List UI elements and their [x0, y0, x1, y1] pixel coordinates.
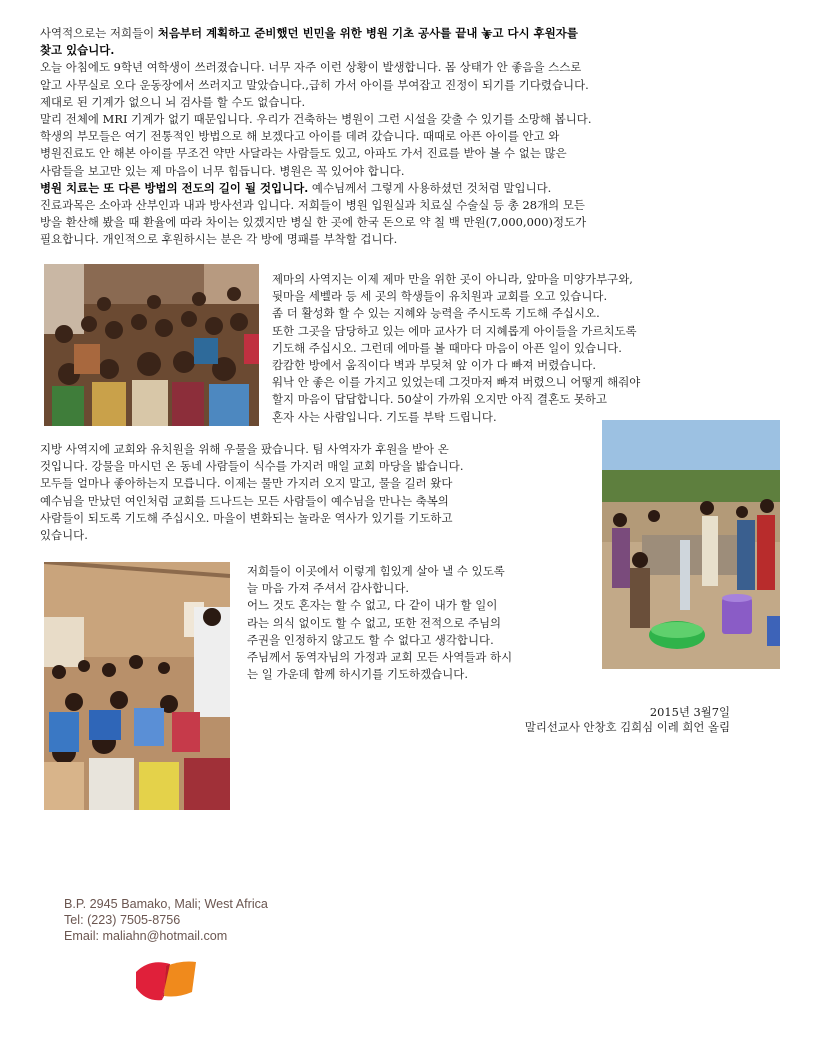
p5-line: 어느 것도 혼자는 할 수 없고, 다 같이 내가 할 일이 — [247, 598, 498, 613]
p4-line: 것입니다. 강물을 마시던 온 동네 사람들이 식수를 가지러 매일 교회 마당을 밟습니다. — [40, 459, 464, 474]
p2-line: 방을 환산해 봤을 때 환율에 따라 차이는 있겠지만 병실 한 곳에 한국 돈으로 약 칠 백 만원(7,000,000)정도가 — [40, 215, 587, 230]
p1-line: 알고 사무실로 오다 운동장에서 쓰러지고 말았습니다.,급히 가서 아이를 부여잡고 진정이 되기를 기다렸습니다. — [40, 77, 589, 92]
classroom-photo — [44, 562, 230, 810]
intro-bold-1: 처음부터 계획하고 준비했던 빈민을 위한 병원 기초 공사를 끝내 놓고 다시 후원자를 — [157, 26, 578, 40]
p5-line: 주님께서 동역자님의 가정과 교회 모든 사역들과 하시 — [247, 650, 513, 665]
p3-line: 워낙 안 좋은 이를 가지고 있었는데 그것마저 빠져 버렸으니 어떻게 해줘야 — [272, 375, 641, 390]
p2-bold: 병원 치료는 또 다른 방법의 전도의 길이 될 것입니다. — [40, 180, 309, 195]
p3-line: 좀 더 활성화 할 수 있는 지혜와 능력을 주시도록 기도해 주십시오. — [272, 306, 600, 321]
p3-line: 할지 마음이 답답합니다. 50살이 가까워 오지만 아직 결혼도 못하고 — [272, 392, 608, 407]
p5-line: 는 일 가운데 함께 하시기를 기도하겠습니다. — [247, 667, 468, 682]
p5-line: 저희들이 이곳에서 이렇게 힘있게 살아 낼 수 있도록 — [247, 564, 505, 578]
p1-line: 말리 전체에 MRI 기계가 없기 때문입니다. 우리가 건축하는 병원이 그런 시설을 갖출 수 있기를 소망해 봅니다. — [40, 112, 592, 127]
intro-bold-2: 찾고 있습니다. — [40, 43, 115, 58]
p3-line: 혼자 사는 사람입니다. 기도를 부탁 드립니다. — [272, 409, 497, 424]
date-line: 2015년 3월7일 — [649, 705, 730, 719]
p3-section — [272, 271, 640, 426]
footer-address: B.P. 2945 Bamako, Mali; West Africa — [64, 897, 268, 911]
p4-line: 사람들이 되도록 기도해 주십시오. 마을이 변화되는 놀라운 역사가 있기를 기도하고 — [40, 510, 453, 525]
footer-contact — [64, 896, 268, 944]
p2-first-line: 병원 치료는 또 다른 방법의 전도의 길이 될 것입니다. 예수님께서 그렇게 사용하셨던 것처럼 말입니다. — [40, 180, 552, 195]
p4-line: 지방 사역지에 교회와 유치원을 위해 우물을 팠습니다. 팀 사역자가 후원을 받아 온 — [40, 442, 449, 456]
p1-line: 제대로 된 기계가 없으니 뇌 검사를 할 수도 없습니다. — [40, 94, 306, 109]
p3-line: 또한 그곳을 담당하고 있는 에마 교사가 더 지혜롭게 아이들을 가르치도록 — [272, 323, 637, 338]
p1-line: 학생의 부모들은 여기 전통적인 방법으로 해 보겠다고 아이를 데려 갔습니다. 때때로 아픈 아이를 안고 와 — [40, 129, 560, 144]
p3-line: 제마의 사역지는 이제 제마 만을 위한 곳이 아니라, 앞마을 미양가부구와, — [272, 272, 633, 286]
p3-line: 뒷마을 세벨라 등 세 곳의 학생들이 유치원과 교회를 오고 있습니다. — [272, 289, 608, 304]
p4-section — [40, 441, 464, 544]
p5-line: 늘 마음 가져 주셔서 감사합니다. — [247, 581, 410, 596]
signature-line: 말리선교사 안창호 김희심 이레 희언 올림 — [524, 720, 730, 734]
intro-line: 사역적으로는 저희들이 처음부터 계획하고 준비했던 빈민을 위한 병원 기초 공사를 끝내 놓고 다시 후원자를 — [40, 26, 578, 40]
p2-line: 진료과목은 소아과 산부인과 내과 방사선과 입니다. 저희들이 병원 입원실과 치료실 수술실 등 총 28개의 모든 — [40, 198, 585, 213]
p4-line: 있습니다. — [40, 528, 88, 543]
p5-line: 라는 의식 없이도 할 수 없고, 또한 전적으로 주님의 — [247, 615, 502, 630]
p4-line: 예수님을 만났던 여인처럼 교회를 드나드는 모든 사람들이 예수님을 만나는 축복의 — [40, 493, 449, 508]
p3-line: 기도해 주십시오. 그런데 에마를 볼 때마다 마음이 아픈 일이 있습니다. — [272, 340, 622, 355]
p5-line: 주권을 인정하지 않고도 할 수 없다고 생각합니다. — [247, 632, 494, 647]
p4-line: 모두들 얼마나 좋아하는지 모릅니다. 이제는 물만 가지러 오지 말고, 물을 길러 왔다 — [40, 476, 453, 491]
p1-line: 병원진료도 안 해본 아이를 무조건 약만 사달라는 사람들도 있고, 아파도 가서 진료를 받아 볼 수 없는 많은 — [40, 146, 567, 161]
logo-icon — [132, 958, 198, 1008]
top-section — [40, 25, 592, 249]
children-crowd-photo — [44, 264, 259, 426]
p2-line: 필요합니다. 개인적으로 후원하시는 분은 각 방에 명패를 부착할 겁니다. — [40, 232, 398, 247]
p1-line: 오늘 아침에도 9학년 여학생이 쓰러졌습니다. 너무 자주 이런 상황이 발생합니다. 몸 상태가 안 좋음을 스스로 — [40, 60, 582, 75]
water-well-photo — [602, 420, 780, 669]
footer-tel: Tel: (223) 7505-8756 — [64, 913, 181, 927]
p5-section — [247, 563, 512, 683]
footer-email: Email: maliahn@hotmail.com — [64, 929, 228, 943]
p3-line: 캄캄한 방에서 움직이다 벽과 부딪쳐 앞 이가 다 빠져 버렸습니다. — [272, 358, 597, 373]
p1-line: 사람들을 보고만 있는 제 마음이 너무 힘듭니다. 병원은 꼭 있어야 합니다. — [40, 163, 405, 178]
